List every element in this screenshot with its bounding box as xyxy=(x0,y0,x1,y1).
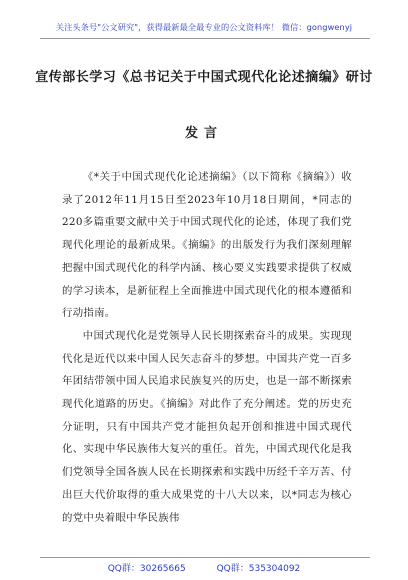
paragraph-1: 《*关于中国式现代化论述摘编》（以下简称《摘编》）收录了2012年11月15日至2023年10月18日期间，*同志的220多篇重要文献中关于中国式现代化的论述，体现了我们党现代化理论的最新成果。《摘编》的出版发行为我们深刻理解把握中国式现代化的科学内涵、核心要义实践要求提供了权威的学习读本，是新征程上全面推进中国式现代化的根本遵循和行动指南。 xyxy=(62,171,352,320)
footer-qq-group-1: QQ群：30265665 xyxy=(107,564,186,574)
document-title: 宣传部长学习《总书记关于中国式现代化论述摘编》研讨 xyxy=(35,70,373,85)
header-divider xyxy=(40,38,370,39)
footer-qq-group-2: QQ群：535304092 xyxy=(216,564,301,574)
footer-divider xyxy=(40,557,370,558)
paragraph-2: 中国式现代化是党领导人民长期探索奋斗的成果。实现现代化是近代以来中国人民矢志奋斗的梦想。中国共产党一百多年团结带领中国人民追求民族复兴的历史，也是一部不断探索现代化道路的历史。《摘编》对此作了充分阐述。党的历史充分证明，只有中国共产党才能担负起开创和推进中国式现代化、实现中华民族伟大复兴的重任。首先，中国式现代化是我们党领导全国各族人民在长期探索和实践中历经千辛万苦、付出巨大代价取得的重大成果党的十八大以来，以*同志为核心的党中央着眼中华民族伟 xyxy=(62,329,352,524)
footer xyxy=(0,561,408,574)
header-banner: 关注头条号"公文研究"，获得最新最全最专业的公文资料库！ 微信：gongwenyj xyxy=(55,22,353,32)
document-body xyxy=(62,166,352,529)
document-title-continuation: 发言 xyxy=(184,126,223,141)
